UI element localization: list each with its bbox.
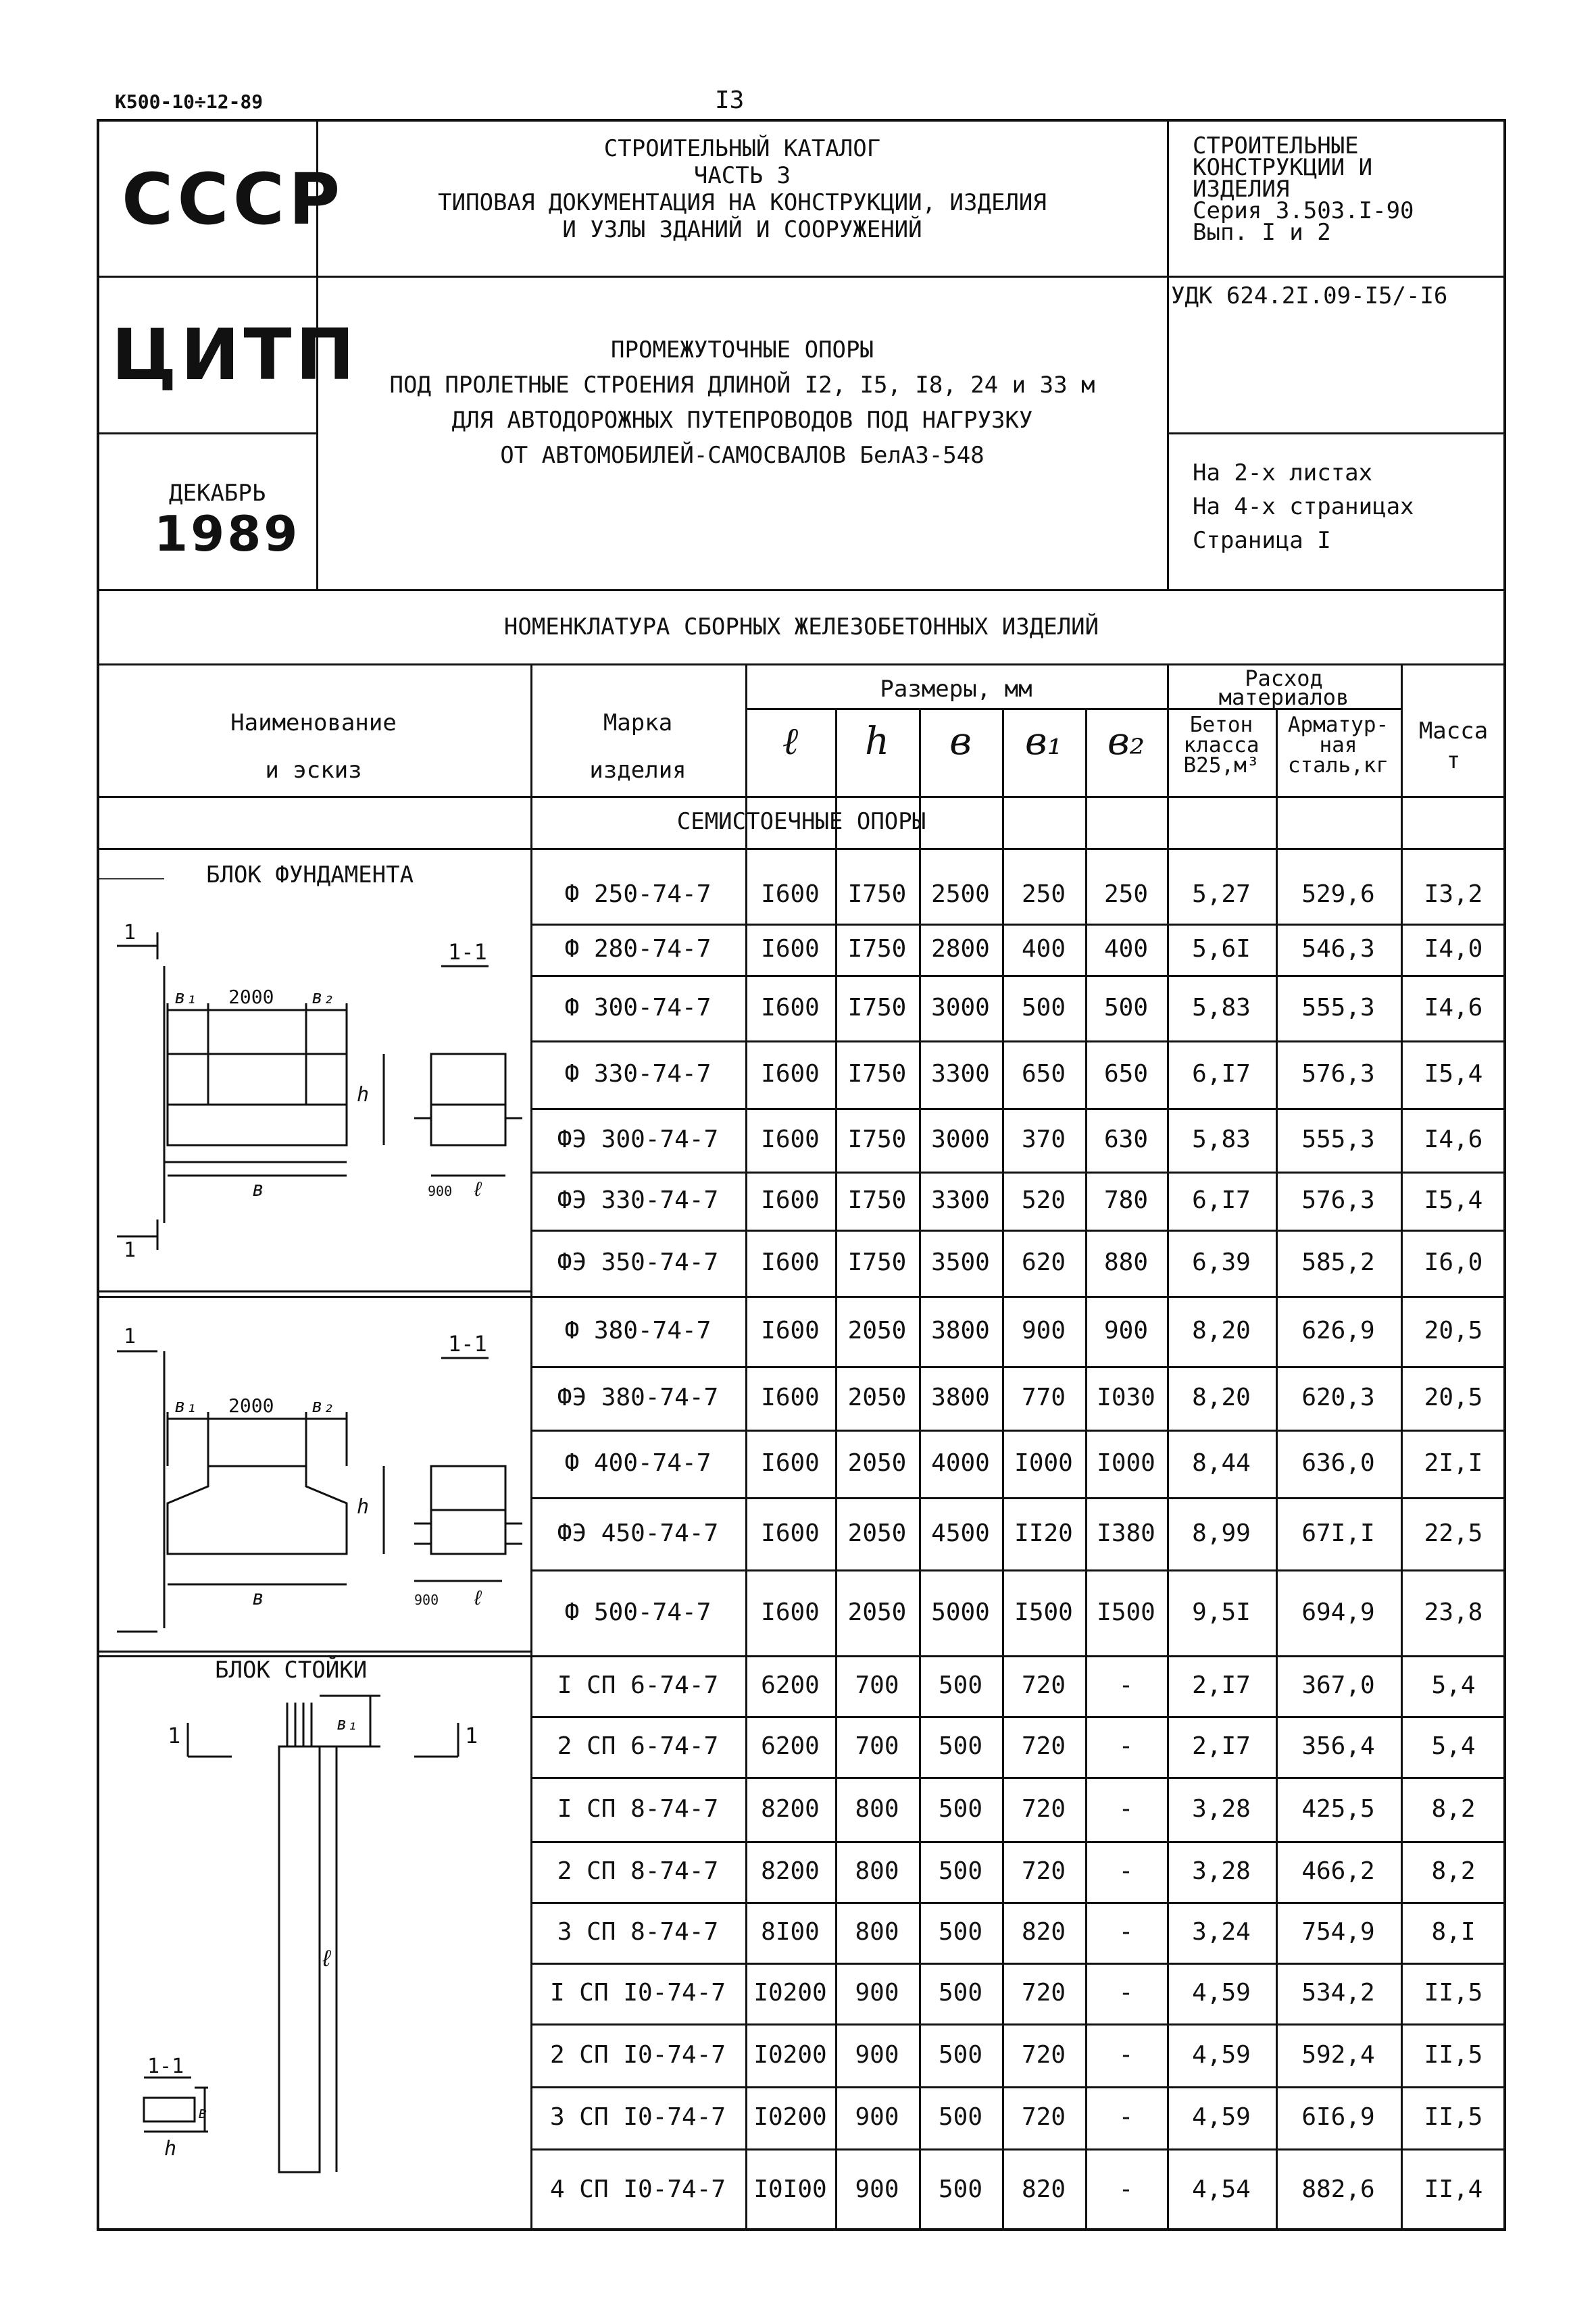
cell-concrete: 8,20: [1192, 1384, 1251, 1411]
row-separator: [97, 1655, 1506, 1657]
cell-b: 2500: [931, 880, 990, 908]
cell-concrete: 3,28: [1192, 1795, 1251, 1823]
cell-l: 6200: [761, 1671, 820, 1699]
doc-code: К500-10÷12-89: [115, 91, 264, 113]
cell-b2: I380: [1097, 1519, 1155, 1547]
cell-mark: Ф 380-74-7: [564, 1317, 712, 1344]
cell-b: 500: [938, 2103, 983, 2131]
cell-h: I750: [847, 880, 907, 908]
cell-mass: 5,4: [1431, 1732, 1476, 1760]
cell-mass: 5,4: [1431, 1671, 1476, 1699]
cell-steel: 882,6: [1301, 2175, 1375, 2203]
cell-l: I600: [761, 1519, 820, 1547]
cell-concrete: 5,6I: [1192, 935, 1251, 963]
header-line: [97, 848, 1506, 850]
cell-b1: 720: [1021, 2041, 1066, 2069]
cell-steel: 529,6: [1301, 880, 1375, 908]
cell-steel: 585,2: [1301, 1249, 1375, 1276]
cell-mark: Ф 280-74-7: [564, 935, 712, 963]
cell-b2: -: [1118, 2041, 1134, 2069]
cell-b: 500: [938, 1918, 983, 1946]
cell-steel: 636,0: [1301, 1449, 1375, 1477]
cell-mass: 20,5: [1424, 1317, 1483, 1344]
header-divider: [1167, 119, 1169, 589]
cell-concrete: 6,I7: [1192, 1186, 1251, 1214]
cell-b2: -: [1118, 2175, 1134, 2203]
col-dim-b1: в₁: [336, 1714, 358, 1734]
cell-steel: 67I,I: [1301, 1519, 1375, 1547]
cell-l: I600: [761, 1317, 820, 1344]
cell-b1: 400: [1021, 935, 1066, 963]
dim-b2: в₂: [311, 986, 334, 1008]
cell-mass: 20,5: [1424, 1384, 1483, 1411]
row-separator: [530, 1172, 1506, 1174]
cell-b1: 500: [1021, 994, 1066, 1022]
cell-l: I600: [761, 1384, 820, 1411]
cell-l: I600: [761, 1449, 820, 1477]
cell-b2: I500: [1097, 1599, 1155, 1626]
cell-b: 500: [938, 1732, 983, 1760]
row-separator: [530, 1841, 1506, 1843]
cell-b2: I000: [1097, 1449, 1155, 1477]
document-title: ПРОМЕЖУТОЧНЫЕ ОПОРЫ ПОД ПРОЛЕТНЫЕ СТРОЕНИЯ ДЛИНОЙ I2, I5, I8, 24 и 33 м ДЛЯ АВТОДОРОЖНЫХ ПУТЕПРОВОДОВ ПОД НАГРУЗКУ ОТ АВТОМОБИЛЕЙ-САМОСВАЛОВ БелАЗ-548: [389, 336, 1095, 469]
cell-b: 500: [938, 2175, 983, 2203]
foundation-sketch-2: [117, 1325, 522, 1632]
cell-mark: Ф 500-74-7: [564, 1599, 712, 1626]
dim-h-2: h: [357, 1495, 370, 1519]
cell-mark: 2 СП I0-74-7: [549, 2041, 726, 2069]
cell-mark: ФЭ 330-74-7: [557, 1186, 719, 1214]
col-sizes-header: Размеры, мм: [880, 676, 1032, 703]
cell-steel: 576,3: [1301, 1060, 1375, 1088]
table-title: НОМЕНКЛАТУРА СБОРНЫХ ЖЕЛЕЗОБЕТОННЫХ ИЗДЕЛИЙ: [503, 613, 1099, 640]
cell-mass: 23,8: [1424, 1599, 1483, 1626]
sheet-info: На 2-х листах На 4-х страницах Страница I: [1193, 459, 1414, 554]
cell-l: I0200: [753, 1979, 827, 2007]
cell-l: I600: [761, 1126, 820, 1153]
cell-b2: 650: [1103, 1060, 1149, 1088]
cell-concrete: 9,5I: [1192, 1599, 1251, 1626]
cell-b1: I000: [1014, 1449, 1073, 1477]
col-dim-l: ℓ: [320, 1945, 334, 1972]
size-b-header: в: [949, 720, 972, 763]
cell-b1: 720: [1021, 1671, 1066, 1699]
cell-b1: 720: [1021, 1795, 1066, 1823]
cell-h: I750: [847, 994, 907, 1022]
month-label: ДЕКАБРЬ: [169, 480, 266, 507]
cell-b1: 720: [1021, 2103, 1066, 2131]
cell-steel: 592,4: [1301, 2041, 1375, 2069]
cell-l: 8200: [761, 1857, 820, 1885]
cell-mass: I5,4: [1424, 1060, 1483, 1088]
cell-mass: I4,0: [1424, 935, 1483, 963]
cell-h: 700: [855, 1671, 899, 1699]
col-steel-header: Арматур- ная сталь,кг: [1287, 713, 1389, 778]
cell-b1: 620: [1021, 1249, 1066, 1276]
cell-h: 2050: [847, 1599, 907, 1626]
cell-steel: 555,3: [1301, 1126, 1375, 1153]
row-separator: [530, 1902, 1506, 1904]
cell-b2: -: [1118, 2103, 1134, 2131]
cell-l: I600: [761, 1186, 820, 1214]
dim-b1: в₁: [174, 986, 197, 1008]
row-separator: [530, 1569, 1506, 1571]
row-separator: [530, 1366, 1506, 1368]
cell-b: 3000: [931, 1126, 990, 1153]
cell-l: I600: [761, 994, 820, 1022]
row-separator: [530, 975, 1506, 977]
size-l-header: ℓ: [782, 720, 799, 763]
cell-concrete: 5,27: [1192, 880, 1251, 908]
cell-b1: 770: [1021, 1384, 1066, 1411]
cell-concrete: 2,I7: [1192, 1732, 1251, 1760]
cell-h: 2050: [847, 1519, 907, 1547]
cell-concrete: 3,28: [1192, 1857, 1251, 1885]
dim-l: ℓ: [472, 1178, 484, 1201]
cell-mass: I5,4: [1424, 1186, 1483, 1214]
cell-concrete: 6,I7: [1192, 1060, 1251, 1088]
cell-steel: 576,3: [1301, 1186, 1375, 1214]
cell-b2: 500: [1103, 994, 1149, 1022]
cell-b1: II20: [1014, 1519, 1073, 1547]
cell-b: 3000: [931, 994, 990, 1022]
cell-b: 3800: [931, 1317, 990, 1344]
cell-mark: ФЭ 300-74-7: [557, 1126, 719, 1153]
cell-h: I750: [847, 1249, 907, 1276]
cell-b1: I500: [1014, 1599, 1073, 1626]
cell-mass: I6,0: [1424, 1249, 1483, 1276]
col-concrete-header: Бетон класса В25,м³: [1183, 713, 1260, 778]
cell-mark: Ф 400-74-7: [564, 1449, 712, 1477]
cell-mark: 3 СП I0-74-7: [549, 2103, 726, 2131]
cell-steel: 694,9: [1301, 1599, 1375, 1626]
cell-l: 8200: [761, 1795, 820, 1823]
cell-b: 500: [938, 1857, 983, 1885]
cell-mass: II,4: [1424, 2175, 1483, 2203]
cell-mass: 2I,I: [1424, 1449, 1483, 1477]
sketch-drawings: [97, 878, 530, 1655]
size-b1-header: в₁: [1024, 720, 1063, 763]
cell-b: 3300: [931, 1186, 990, 1214]
row-separator: [530, 1040, 1506, 1042]
cell-steel: 546,3: [1301, 935, 1375, 963]
cell-mark: ФЭ 350-74-7: [557, 1249, 719, 1276]
cell-concrete: 3,24: [1192, 1918, 1251, 1946]
cell-mass: I3,2: [1424, 880, 1483, 908]
dim-b-2: в: [252, 1586, 265, 1610]
cell-steel: 754,9: [1301, 1918, 1375, 1946]
cell-h: 900: [855, 2041, 899, 2069]
header-divider: [97, 589, 1506, 591]
cell-mark: Ф 300-74-7: [564, 994, 712, 1022]
cell-b2: 900: [1103, 1317, 1149, 1344]
cell-b1: 650: [1021, 1060, 1066, 1088]
cell-steel: 620,3: [1301, 1384, 1375, 1411]
col-materials-header: Расход материалов: [1218, 665, 1349, 710]
row-separator: [530, 2023, 1506, 2026]
col-section-mark: 1-1: [147, 2055, 184, 2078]
header-line: [97, 796, 1506, 798]
cell-b2: 250: [1103, 880, 1149, 908]
cell-concrete: 8,44: [1192, 1449, 1251, 1477]
row-separator: [530, 2148, 1506, 2150]
dim-900-2: 900: [414, 1592, 439, 1608]
cell-steel: 356,4: [1301, 1732, 1375, 1760]
cell-b: 3800: [931, 1384, 990, 1411]
cell-mass: 8,2: [1431, 1795, 1476, 1823]
cell-mark: ФЭ 450-74-7: [557, 1519, 719, 1547]
cell-concrete: 2,I7: [1192, 1671, 1251, 1699]
cell-b2: 400: [1103, 935, 1149, 963]
cell-steel: 555,3: [1301, 994, 1375, 1022]
cell-h: I750: [847, 1126, 907, 1153]
ussr-label: СССР: [122, 158, 345, 241]
foundation-sketch-1: [97, 878, 522, 1262]
cell-h: 900: [855, 2175, 899, 2203]
cell-b2: -: [1118, 1857, 1134, 1885]
dim-b: в: [252, 1178, 265, 1201]
cell-mark: 2 СП 8-74-7: [557, 1857, 719, 1885]
cut-mark-bottom: 1: [124, 1238, 136, 1262]
cell-mark: I СП 6-74-7: [557, 1671, 719, 1699]
cell-mark: Ф 250-74-7: [564, 880, 712, 908]
cell-b1: 900: [1021, 1317, 1066, 1344]
row-separator: [530, 2086, 1506, 2088]
cell-mass: 8,I: [1431, 1918, 1476, 1946]
cell-steel: 626,9: [1301, 1317, 1375, 1344]
cell-b1: 520: [1021, 1186, 1066, 1214]
cell-b: 3300: [931, 1060, 990, 1088]
cell-b2: 780: [1103, 1186, 1149, 1214]
cell-steel: 534,2: [1301, 1979, 1375, 2007]
cell-b2: 630: [1103, 1126, 1149, 1153]
cell-l: I600: [761, 1599, 820, 1626]
cell-l: I0200: [753, 2103, 827, 2131]
cell-b2: -: [1118, 1732, 1134, 1760]
cell-concrete: 8,99: [1192, 1519, 1251, 1547]
cell-h: 900: [855, 1979, 899, 2007]
cell-b: 3500: [931, 1249, 990, 1276]
row-separator: [530, 1716, 1506, 1718]
cell-concrete: 4,59: [1192, 2041, 1251, 2069]
cell-b2: -: [1118, 1795, 1134, 1823]
cell-mark: Ф 330-74-7: [564, 1060, 712, 1088]
cell-h: 2050: [847, 1317, 907, 1344]
cell-b1: 720: [1021, 1857, 1066, 1885]
cell-b: 500: [938, 1795, 983, 1823]
row-separator: [530, 1963, 1506, 1965]
cell-concrete: 4,59: [1192, 1979, 1251, 2007]
cell-h: 900: [855, 2103, 899, 2131]
col-mark-header: Марка изделия: [589, 709, 687, 784]
cut-mark-top-2: 1: [124, 1325, 136, 1349]
size-b2-header: в₂: [1107, 720, 1145, 763]
col-cut-mark-right: 1: [465, 1723, 478, 1749]
cell-steel: 367,0: [1301, 1671, 1375, 1699]
cell-steel: 6I6,9: [1301, 2103, 1375, 2131]
column-sketch: [97, 1682, 530, 2231]
cell-h: 800: [855, 1795, 899, 1823]
col-mass-header: Масса т: [1418, 718, 1489, 774]
citp-label: ЦИТП: [111, 313, 359, 396]
cell-mark: 2 СП 6-74-7: [557, 1732, 719, 1760]
cell-concrete: 8,20: [1192, 1317, 1251, 1344]
series-info: СТРОИТЕЛЬНЫЕ КОНСТРУКЦИИ И ИЗДЕЛИЯ Серия 3.503.I-90 Вып. I и 2: [1193, 132, 1414, 246]
group-foundation-title: БЛОК ФУНДАМЕНТА: [206, 861, 414, 888]
cell-mark: 3 СП 8-74-7: [557, 1918, 719, 1946]
dim-2000: 2000: [228, 986, 274, 1008]
cell-b: 500: [938, 1671, 983, 1699]
cell-b1: 820: [1021, 1918, 1066, 1946]
cell-l: 8I00: [761, 1918, 820, 1946]
cell-h: I750: [847, 1060, 907, 1088]
cell-l: I600: [761, 1060, 820, 1088]
cell-l: I600: [761, 935, 820, 963]
cell-steel: 425,5: [1301, 1795, 1375, 1823]
header-divider: [97, 276, 1506, 278]
catalog-title: СТРОИТЕЛЬНЫЙ КАТАЛОГ ЧАСТЬ 3 ТИПОВАЯ ДОКУМЕНТАЦИЯ НА КОНСТРУКЦИИ, ИЗДЕЛИЯ И УЗЛЫ ЗДАНИЙ И СООРУЖЕНИЙ: [438, 135, 1047, 243]
row-separator: [530, 924, 1506, 926]
cell-b1: 370: [1021, 1126, 1066, 1153]
dim-900: 900: [428, 1183, 453, 1199]
cell-concrete: 4,59: [1192, 2103, 1251, 2131]
dim-b2-2: в₂: [311, 1394, 334, 1417]
header-divider: [1167, 432, 1506, 434]
cell-concrete: 4,54: [1192, 2175, 1251, 2203]
cell-b1: 720: [1021, 1732, 1066, 1760]
cell-mass: II,5: [1424, 2103, 1483, 2131]
row-separator: [530, 1777, 1506, 1779]
cell-concrete: 6,39: [1192, 1249, 1251, 1276]
cell-l: 6200: [761, 1732, 820, 1760]
cell-b1: 250: [1021, 880, 1066, 908]
dim-l-2: ℓ: [472, 1586, 484, 1610]
cell-h: I750: [847, 1186, 907, 1214]
section-mark: 1-1: [448, 939, 487, 965]
cell-l: I600: [761, 1249, 820, 1276]
cell-b2: -: [1118, 1671, 1134, 1699]
cell-mass: 22,5: [1424, 1519, 1483, 1547]
row-separator: [530, 1230, 1506, 1232]
cell-mass: I4,6: [1424, 994, 1483, 1022]
dim-2000-2: 2000: [228, 1394, 274, 1417]
udk-code: УДК 624.2I.09-I5/-I6: [1171, 282, 1448, 309]
col-name-header: Наименование и эскиз: [230, 709, 397, 784]
row-separator: [530, 1108, 1506, 1110]
section-title: СЕМИСТОЕЧНЫЕ ОПОРЫ: [676, 808, 926, 835]
cell-b: 500: [938, 2041, 983, 2069]
cell-l: I0200: [753, 2041, 827, 2069]
year-label: 1989: [154, 505, 301, 562]
cell-b: 500: [938, 1979, 983, 2007]
cell-concrete: 5,83: [1192, 994, 1251, 1022]
cell-b: 5000: [931, 1599, 990, 1626]
group-column-title: БЛОК СТОЙКИ: [215, 1657, 368, 1684]
col-cut-mark-left: 1: [168, 1723, 181, 1749]
cell-concrete: 5,83: [1192, 1126, 1251, 1153]
row-separator: [530, 1497, 1506, 1499]
dim-h: h: [357, 1083, 370, 1107]
cell-b2: -: [1118, 1918, 1134, 1946]
cell-h: 800: [855, 1857, 899, 1885]
cell-mass: I4,6: [1424, 1126, 1483, 1153]
cell-h: I750: [847, 935, 907, 963]
size-h-header: h: [864, 720, 890, 763]
cell-mark: ФЭ 380-74-7: [557, 1384, 719, 1411]
cell-b: 4500: [931, 1519, 990, 1547]
cell-h: 700: [855, 1732, 899, 1760]
cell-b1: 720: [1021, 1979, 1066, 2007]
row-separator: [97, 1296, 1506, 1298]
section-mark-2: 1-1: [448, 1331, 487, 1357]
cell-mass: 8,2: [1431, 1857, 1476, 1885]
cell-b1: 820: [1021, 2175, 1066, 2203]
cell-mark: I СП I0-74-7: [549, 1979, 726, 2007]
cell-b2: I030: [1097, 1384, 1155, 1411]
cell-mark: 4 СП I0-74-7: [549, 2175, 726, 2203]
cell-h: 800: [855, 1918, 899, 1946]
cell-b: 4000: [931, 1449, 990, 1477]
cell-b2: 880: [1103, 1249, 1149, 1276]
col-dim-b: в: [198, 2103, 208, 2122]
cell-mark: I СП 8-74-7: [557, 1795, 719, 1823]
cell-steel: 466,2: [1301, 1857, 1375, 1885]
cell-l: I600: [761, 880, 820, 908]
page-number: I3: [715, 86, 745, 114]
cell-mass: II,5: [1424, 2041, 1483, 2069]
cell-h: 2050: [847, 1384, 907, 1411]
cell-b: 2800: [931, 935, 990, 963]
cell-l: I0I00: [753, 2175, 827, 2203]
row-separator: [530, 1430, 1506, 1432]
header-divider: [97, 432, 316, 434]
cut-mark-top: 1: [124, 921, 136, 945]
cell-h: 2050: [847, 1449, 907, 1477]
col-dim-h: h: [164, 2137, 177, 2161]
cell-mass: II,5: [1424, 1979, 1483, 2007]
dim-b1-2: в₁: [174, 1394, 197, 1417]
cell-b2: -: [1118, 1979, 1134, 2007]
